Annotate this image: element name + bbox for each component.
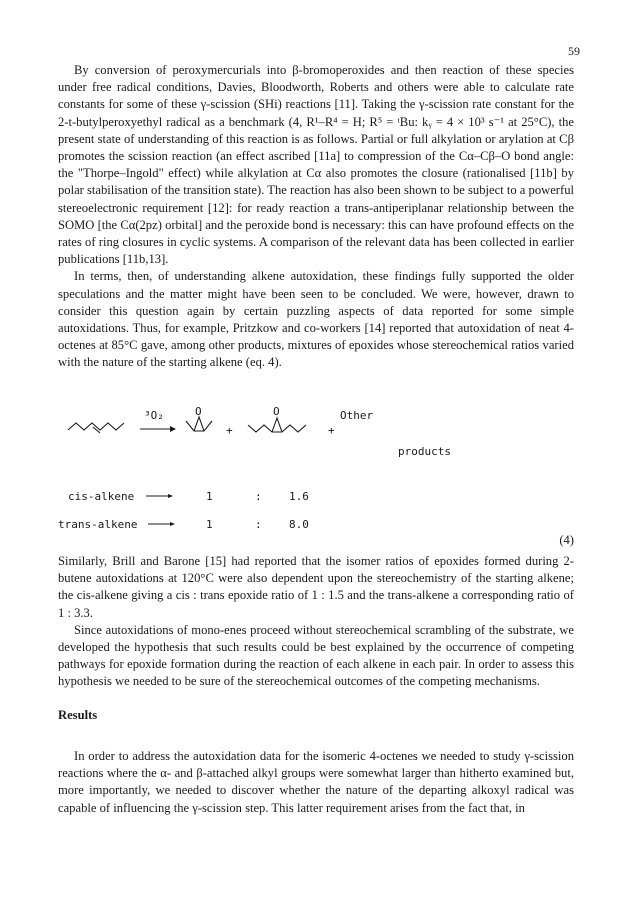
- paragraph-4: Since autoxidations of mono-enes proceed without stereochemical scrambling of the substrate, we developed the hypothesis that such results could be best explained by the occurrence of competing pathways for epoxide formation during the reaction of each alkene in each pair. In order to assess this hypothesis we needed to be sure of the stereochemical outcomes of the competing mechanisms.: [58, 622, 574, 689]
- other-products-line2: products: [398, 445, 451, 458]
- cis-ratio-sep: :: [255, 490, 262, 503]
- page-number: 59: [568, 44, 580, 58]
- plus-sign-1: +: [226, 424, 233, 437]
- body-text-middle: [58, 553, 574, 691]
- cis-epoxide-structure: [186, 421, 212, 431]
- cis-ratio-cis: 1: [206, 490, 213, 503]
- paragraph-3: Similarly, Brill and Barone [15] had reported that the isomer ratios of epoxides formed during 2-butene autoxidations at 120°C were also dependent upon the stereochemistry of the starting alkene; the cis-alkene giving a cis : trans epoxide ratio of 1 : 1.5 and the trans-alkene a corresponding ratio of 1 : 3.3.: [58, 554, 574, 620]
- equation-number: (4): [559, 533, 574, 547]
- paragraph-1: By conversion of peroxymercurials into β-bromoperoxides and then reaction of these species under free radical conditions, Davies, Bloodworth, Roberts and others were able to calculate rate constants for some of these γ-scission (SHi) reactions [11]. Taking the γ-scission rate constant for the 2-t-butylperoxyethyl radical as a benchmark (4, R¹–R⁴ = H; R⁵ = ᵗBu: kᵧ = 4 × 10³ s⁻¹ at 25°C), the present state of understanding of this reaction is as follows. Partial or full alkylation or arylation at Cβ promotes the scission reaction (an effect ascribed [11a] to compression of the Cα–Cβ–O bond angle: the "Thorpe–Ingold" effect) while alkylation at Cα also promotes the closure (rationalised [11b] by polar stabilisation of the transition state). The reaction has also been shown to be subject to a powerful stereoelectronic requirement [12]: for ready reaction a trans-antiperiplanar relationship between the SOMO [the Cα(2pz) orbital] and the peroxide bond is necessary: this can have profound effects on the rates of ring closures in cyclic systems. A comparison of the relevant data has been collected in earlier publications [11b,13].: [58, 63, 574, 267]
- cis-row-arrow-head: [168, 494, 173, 498]
- trans-ratio-trans: 8.0: [289, 518, 309, 531]
- epoxide-oxygen-1: O: [195, 407, 202, 418]
- trans-row-arrow-head: [170, 522, 175, 526]
- cis-ratio-trans: 1.6: [289, 490, 309, 503]
- plus-sign-2: +: [328, 424, 335, 437]
- reaction-scheme: [58, 407, 574, 547]
- paragraph-5: In order to address the autoxidation data for the isomeric 4-octenes we needed to study γ-scission reactions where the α- and β-attached alkyl groups were somewhat larger than hitherto examined but, more importantly, we needed to discover whether the nature of the departing alkoxyl radical was capable of influencing the γ-scission step. This latter requirement arises from the fact that, in: [58, 749, 574, 815]
- trans-ratio-cis: 1: [206, 518, 213, 531]
- body-text-bottom: [58, 748, 574, 817]
- cis-epoxide-ring: [194, 417, 204, 431]
- cis-alkene-label: cis-alkene: [68, 490, 135, 503]
- other-products-line1: Other: [340, 409, 374, 422]
- trans-epoxide-structure: [248, 425, 306, 432]
- reagent-label: ³O₂: [144, 409, 164, 422]
- trans-ratio-sep: :: [255, 518, 262, 531]
- trans-alkene-label: trans-alkene: [58, 518, 138, 531]
- trans-epoxide-ring: [272, 418, 282, 432]
- section-heading: Results: [58, 708, 98, 722]
- reaction-arrow-head: [170, 426, 176, 432]
- paragraph-2: In terms, then, of understanding alkene autoxidation, these findings fully supported the older speculations and the matter might have been seen to be concluded. We were, however, drawn to consider this question again by certain puzzling aspects of data reported for some simple autoxidations. Thus, for example, Pritzkow and co-workers [14] reported that autoxidation of neat 4-octenes at 85°C gave, among other products, mixtures of epoxides whose stereochemical ratios varied with the nature of the starting alkene (eq. 4).: [58, 269, 574, 370]
- epoxide-oxygen-2: O: [273, 407, 280, 418]
- alkene-double-bond: [93, 427, 100, 433]
- body-text-top: [58, 62, 574, 372]
